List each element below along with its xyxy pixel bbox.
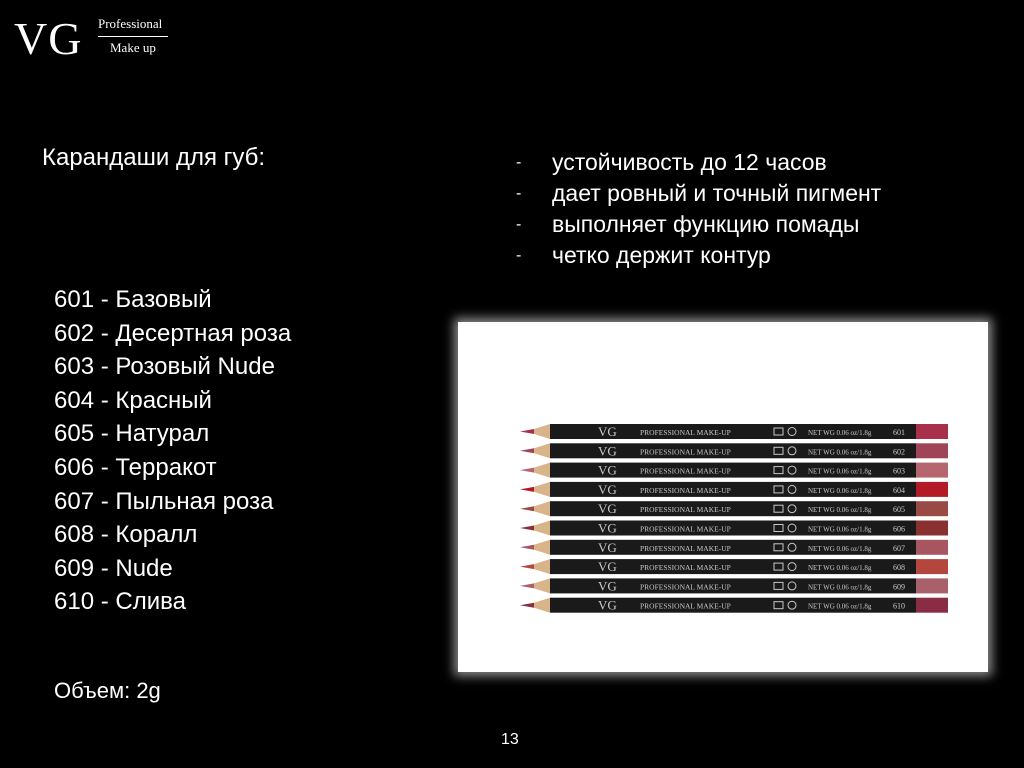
feature-item <box>516 240 881 271</box>
pencil-code-text: 610 <box>893 601 905 611</box>
feature-item <box>516 209 881 240</box>
pencil-cap <box>916 559 948 574</box>
logo-divider <box>98 36 168 37</box>
feature-text: дает ровный и точный пигмент <box>552 180 882 206</box>
page-number: 13 <box>501 731 519 748</box>
pencil-line-text: PROFESSIONAL MAKE-UP <box>640 485 731 495</box>
shade-item: 609 - Nude <box>54 554 173 582</box>
pencil-brand-text: VG <box>598 520 617 536</box>
pencil-code-text: 606 <box>893 524 905 534</box>
pencil-line-text: PROFESSIONAL MAKE-UP <box>640 563 731 573</box>
pencil-lead <box>520 448 534 453</box>
feature-list <box>516 147 881 271</box>
pencil-brand-text: VG <box>598 481 617 497</box>
pencil-brand-text: VG <box>598 539 617 555</box>
shade-item: 604 - Красный <box>54 386 212 414</box>
pencil-wood <box>534 559 550 574</box>
pencil-brand-text: VG <box>598 443 617 459</box>
pencil-wood <box>534 521 550 536</box>
pencil-lead <box>520 526 534 531</box>
volume-label: Объем: 2g <box>54 678 161 703</box>
shade-item: 601 - Базовый <box>54 286 212 313</box>
pencil-net-text: NET WG 0.06 oz/1.8g <box>808 544 872 553</box>
pencil-brand-text: VG <box>598 501 617 517</box>
feature-dash: - <box>516 247 522 264</box>
product-photo <box>458 322 988 672</box>
pencil-set-illustration <box>458 322 988 672</box>
pencil-code-text: 608 <box>893 563 905 573</box>
shade-item: 605 - Натурал <box>54 420 210 448</box>
pencil-cap <box>916 598 948 613</box>
pencil-net-text: NET WG 0.06 oz/1.8g <box>808 429 872 437</box>
pencil-code-text: 602 <box>893 447 905 457</box>
pencil-net-text: NET WG 0.06 oz/1.8g <box>808 583 872 592</box>
shade-item: 606 - Терракот <box>54 453 217 481</box>
pencil-cap <box>916 540 948 555</box>
pencil-cap <box>916 443 948 458</box>
pencil-wood <box>534 501 550 516</box>
feature-dash: - <box>516 185 522 202</box>
pencil-wood <box>534 424 550 439</box>
pencil-cap <box>916 463 948 478</box>
logo-professional-text: Professional <box>98 16 163 31</box>
feature-item <box>516 178 881 209</box>
feature-text: устойчивость до 12 часов <box>552 149 827 175</box>
feature-text: выполняет функцию помады <box>552 211 860 237</box>
feature-dash: - <box>516 216 522 233</box>
feature-text: четко держит контур <box>552 242 771 268</box>
pencil-line-text: PROFESSIONAL MAKE-UP <box>640 466 731 476</box>
pencil-lead <box>520 545 534 550</box>
pencil-brand-text: VG <box>598 578 617 594</box>
pencil-line-text: PROFESSIONAL MAKE-UP <box>640 505 731 515</box>
pencil-lead <box>520 603 534 608</box>
pencil-net-text: NET WG 0.06 oz/1.8g <box>808 467 872 476</box>
pencil-lead <box>520 429 534 434</box>
slide-heading: Карандаши для губ: <box>42 144 266 171</box>
pencil-wood <box>534 578 550 593</box>
pencil-brand-text: VG <box>598 424 617 439</box>
pencil-net-text: NET WG 0.06 oz/1.8g <box>808 564 872 573</box>
pencil-line-text: PROFESSIONAL MAKE-UP <box>640 428 731 437</box>
pencil-line-text: PROFESSIONAL MAKE-UP <box>640 524 731 534</box>
pencil-brand-text: VG <box>598 559 617 575</box>
shade-item: 602 - Десертная роза <box>54 319 292 347</box>
pencil-line-text: PROFESSIONAL MAKE-UP <box>640 447 731 457</box>
pencil-brand-text: VG <box>598 597 617 613</box>
shade-item: 608 - Коралл <box>54 521 198 549</box>
pencil-code-text: 604 <box>893 485 905 495</box>
logo-monogram: VG <box>14 13 83 64</box>
feature-dash: - <box>516 154 522 171</box>
pencil-wood <box>534 482 550 497</box>
pencil-wood <box>534 463 550 478</box>
pencil-line-text: PROFESSIONAL MAKE-UP <box>640 543 731 553</box>
pencil-line-text: PROFESSIONAL MAKE-UP <box>640 582 731 592</box>
shade-item: 607 - Пыльная роза <box>54 487 274 515</box>
brand-logo <box>14 10 174 66</box>
pencil-wood <box>534 540 550 555</box>
pencil-brand-text: VG <box>598 462 617 478</box>
pencil-cap <box>916 501 948 516</box>
pencil-cap <box>916 578 948 593</box>
shade-list <box>54 283 291 619</box>
pencil-lead <box>520 506 534 511</box>
pencil-cap <box>916 424 948 439</box>
shade-item: 610 - Слива <box>54 588 186 616</box>
pencil-lead <box>520 564 534 569</box>
pencil-net-text: NET WG 0.06 oz/1.8g <box>808 506 872 515</box>
pencil-wood <box>534 443 550 458</box>
pencil-net-text: NET WG 0.06 oz/1.8g <box>808 448 872 457</box>
shade-item: 603 - Розовый Nude <box>54 353 275 381</box>
pencil-net-text: NET WG 0.06 oz/1.8g <box>808 602 872 611</box>
pencil-code-text: 609 <box>893 582 905 592</box>
pencil-lead <box>520 468 534 473</box>
pencil-net-text: NET WG 0.06 oz/1.8g <box>808 525 872 534</box>
pencil-lead <box>520 487 534 492</box>
logo-makeup-text: Make up <box>110 40 156 55</box>
pencil-net-text: NET WG 0.06 oz/1.8g <box>808 486 872 495</box>
pencil-code-text: 603 <box>893 466 905 476</box>
pencil-cap <box>916 482 948 497</box>
pencil-code-text: 607 <box>893 543 905 553</box>
pencil-code-text: 601 <box>893 428 905 437</box>
pencil-wood <box>534 598 550 613</box>
pencil-lead <box>520 583 534 588</box>
pencil-cap <box>916 521 948 536</box>
pencil-code-text: 605 <box>893 505 905 515</box>
pencil-line-text: PROFESSIONAL MAKE-UP <box>640 601 731 611</box>
feature-item <box>516 147 881 178</box>
